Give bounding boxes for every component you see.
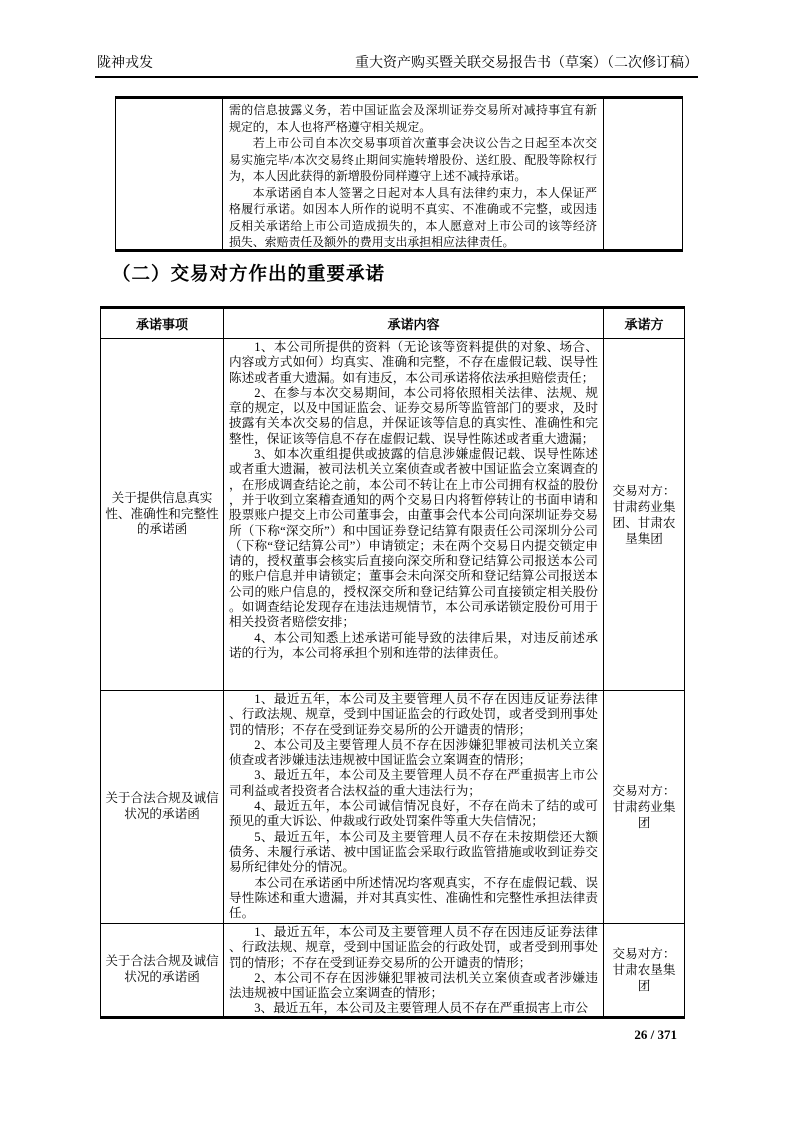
table-row [101,691,685,924]
continuation-item-cell [116,98,223,251]
commitment-content [224,691,604,924]
commitment-party: 交易对方：甘肃药业集团、甘肃农垦集团 [604,339,685,691]
paragraph: 3、最近五年，本公司及主要管理人员不存在严重损害上市公 [254,1001,588,1016]
paragraph: 若上市公司自本次交易事项首次董事会决议公告之日起至本次交易实施完毕/本次交易终止期间实施转增股份、送红股、配股等除权行为，本人因此获得的新增股份同样遵守上述不减持承诺。 [229,136,597,183]
continuation-table [115,96,683,252]
paragraph: 1、本公司所提供的资料（无论该等资料提供的对象、场合、内容或方式如何）均真实、准确和完整，不存在虚假记载、误导性陈述或者重大遗漏。如有违反，本公司承诺将依法承担赔偿责任； [229,340,598,385]
continuation-row [116,98,683,251]
continuation-content-cell [223,98,604,251]
paragraph: 3、如本次重组提供或披露的信息涉嫌虚假记载、误导性陈述或者重大遗漏，被司法机关立案侦查或者被中国证监会立案调查的，在形成调查结论之前，本公司不转让在上市公司拥有权益的股份，并于收到立案稽查通知的两个交易日内将暂停转让的书面申请和股票账户提交上市公司董事会，由董事会代本公司向深圳证券交易所（下称“深交所”）和中国证券登记结算有限责任公司深圳分公司（下称“登记结算公司”）申请锁定；未在两个交易日内提交锁定申请的，授权董事会核实后直接向深交所和登记结算公司报送本公司的账户信息并申请锁定；董事会未向深交所和登记结算公司报送本公司的账户信息的，授权深交所和登记结算公司直接锁定相关股份。如调查结论发现存在违法违规情节，本公司承诺锁定股份可用于相关投资者赔偿安排； [229,447,598,630]
table-row [101,924,685,1018]
running-header-right: 重大资产购买暨关联交易报告书（草案）（二次修订稿） [355,56,698,71]
column-header-content: 承诺内容 [224,308,604,339]
continuation-party-cell [604,98,683,251]
commitment-content [224,339,604,691]
commitment-item: 关于提供信息真实性、准确性和完整性的承诺函 [101,339,224,691]
commitment-table [100,306,685,1019]
paragraph: 1、最近五年，本公司及主要管理人员不存在因违反证券法律、行政法规、规章，受到中国证监会的行政处罚，或者受到刑事处罚的情形；不存在受到证券交易所的公开谴责的情形； [229,692,598,737]
section-heading: （二）交易对方作出的重要承诺 [112,263,386,284]
paragraph: 本承诺函自本人签署之日起对本人具有法律约束力，本人保证严格履行承诺。如因本人所作的说明不真实、不准确或不完整，或因违反相关承诺给上市公司造成损失的，本人愿意对上市公司的该等经济损失、索赔责任及额外的费用支出承担相应法律责任。 [229,185,597,249]
continuation-content-body [223,99,603,249]
commitment-party: 交易对方：甘肃药业集团 [604,691,685,924]
commitment-content-body [229,340,598,690]
paragraph: 本公司在承诺函中所述情况均客观真实，不存在虚假记载、误导性陈述和重大遗漏，并对其真实性、准确性和完整性承担法律责任。 [229,875,598,921]
paragraph: 3、最近五年，本公司及主要管理人员不存在严重损害上市公司利益或者投资者合法权益的重大违法行为； [229,768,598,798]
paragraph: 2、本公司及主要管理人员不存在因涉嫌犯罪被司法机关立案侦查或者涉嫌违法违规被中国证监会立案调查的情形； [229,737,598,768]
table-row [101,339,685,691]
paragraph: 需的信息披露义务，若中国证监会及深圳证券交易所对减持事宜有新规定的，本人也将严格遵守相关规定。 [229,103,597,134]
commitment-item: 关于合法合规及诚信状况的承诺函 [101,924,224,1018]
page-number: 26 / 371 [634,1027,677,1042]
paragraph: 1、最近五年，本公司及主要管理人员不存在因违反证券法律、行政法规、规章，受到中国证监会的行政处罚，或者受到刑事处罚的情形；不存在受到证券交易所的公开谴责的情形； [229,925,598,970]
commitment-content-body [229,925,598,1016]
paragraph: 2、本公司不存在因涉嫌犯罪被司法机关立案侦查或者涉嫌违法违规被中国证监会立案调查的情形； [229,970,598,1001]
column-header-item: 承诺事项 [101,308,224,339]
commitment-content-body [229,692,598,923]
commitment-party: 交易对方：甘肃农垦集团 [604,924,685,1018]
paragraph: 5、最近五年，本公司及主要管理人员不存在未按期偿还大额债务、未履行承诺、被中国证监会采取行政监管措施或收到证券交易所纪律处分的情况。 [229,829,598,875]
commitment-item: 关于合法合规及诚信状况的承诺函 [101,691,224,924]
commitment-content [224,924,604,1018]
running-header-left: 陇神戎发 [97,56,153,71]
column-header-party: 承诺方 [604,308,685,339]
paragraph: 4、本公司知悉上述承诺可能导致的法律后果，对违反前述承诺的行为，本公司将承担个别和连带的法律责任。 [229,630,598,660]
paragraph: 4、最近五年，本公司诚信情况良好，不存在尚未了结的或可预见的重大诉讼、仲裁或行政处罚案件等重大失信情况； [229,799,598,829]
paragraph: 2、在参与本次交易期间，本公司将依照相关法律、法规、规章的规定，以及中国证监会、证券交易所等监管部门的要求，及时披露有关本次交易的信息，并保证该等信息的真实性、准确性和完整性，保证该等信息不存在虚假记载、误导性陈述或者重大遗漏； [229,385,598,446]
header-rule [95,76,698,78]
table-header-row [101,308,685,339]
